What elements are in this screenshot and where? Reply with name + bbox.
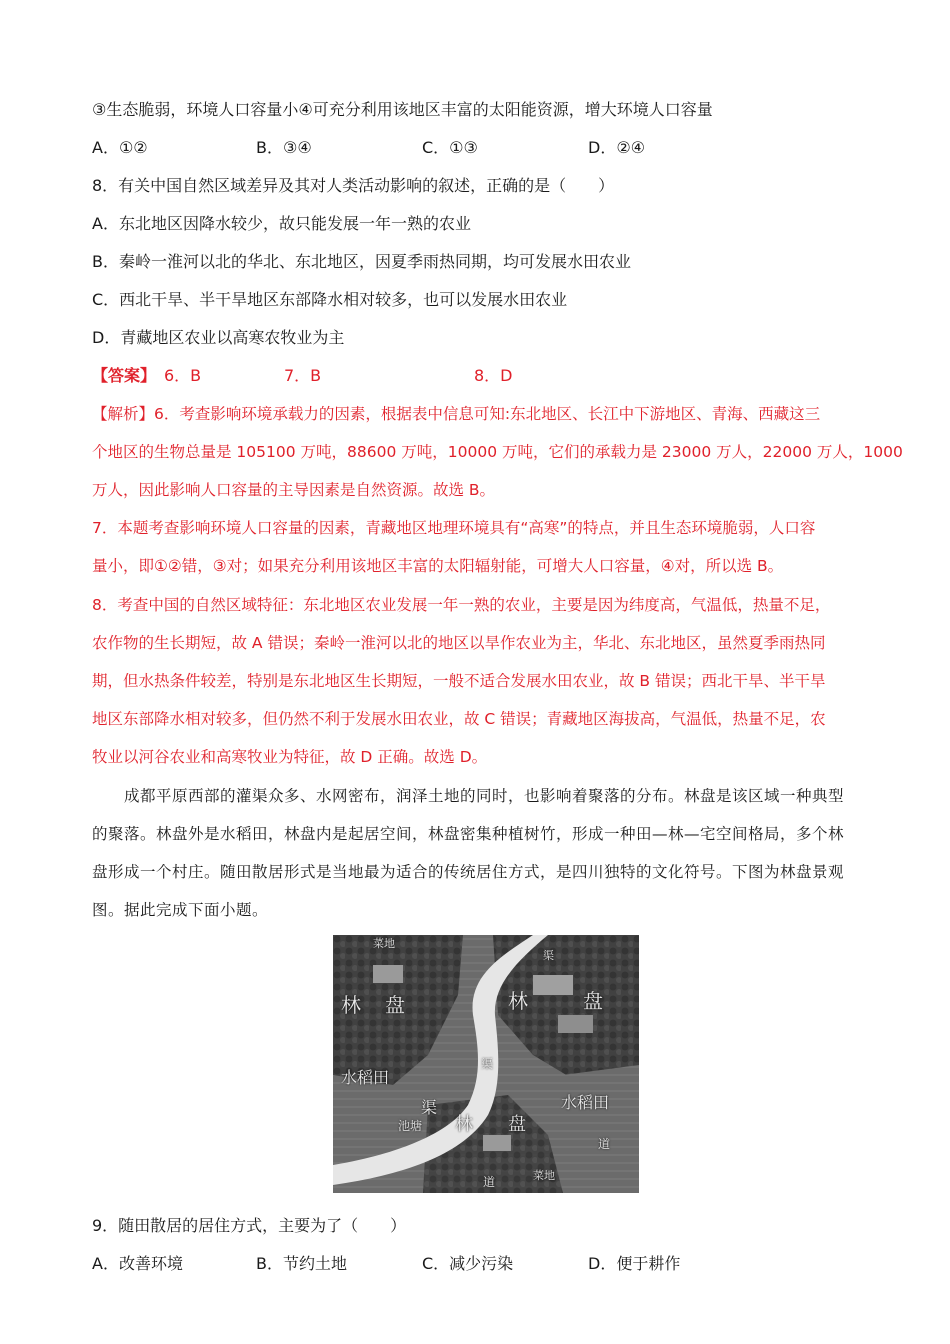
- q7-option-c: C．①③: [422, 138, 478, 157]
- analysis-6-line-1: 【解析】6．考查影响环境承载力的因素，根据表中信息可知:东北地区、长江中下游地区、青海、西藏这三: [92, 405, 821, 423]
- figure-label-pan-2: 盘: [583, 989, 603, 1013]
- figure-label-vegetable-top: 菜地: [373, 937, 395, 950]
- answer-tag: 【答案】: [92, 366, 157, 385]
- answer-line: [92, 365, 892, 387]
- figure-label-pan-3: 盘: [508, 1114, 526, 1135]
- linpan-landscape-figure: [333, 935, 639, 1193]
- passage-line-3: 盘形成一个村庄。随田散居形式是当地最为适合的传统居住方式，是四川独特的文化符号。下图为林盘景观: [92, 863, 845, 881]
- passage-line-1: 成都平原西部的灌渠众多、水网密布，润泽土地的同时，也影响着聚落的分布。林盘是该区域一种典型: [124, 787, 845, 805]
- figure-label-lin-2: 林: [508, 989, 528, 1013]
- figure-label-canal: 渠: [421, 1098, 438, 1117]
- q9-option-d: D．便于耕作: [588, 1254, 681, 1273]
- q7-option-b: B．③④: [256, 138, 312, 157]
- figure-label-lin-3: 林: [455, 1114, 473, 1135]
- figure-label-paddy-right: 水稻田: [561, 1093, 610, 1112]
- figure-label-canal-2: 渠: [481, 1057, 494, 1071]
- analysis-8-line-2: 农作物的生长期短，故 A 错误；秦岭一淮河以北的地区以旱作农业为主，华北、东北地区，虽然夏季雨热同: [92, 634, 826, 652]
- figure-label-canal-3: 渠: [543, 949, 554, 962]
- figure-label-lin-1: 林: [341, 993, 361, 1017]
- q8-stem: 8．有关中国自然区域差异及其对人类活动影响的叙述，正确的是（ ）: [92, 176, 615, 195]
- q8-option-b: B．秦岭一淮河以北的华北、东北地区，因夏季雨热同期，均可发展水田农业: [92, 252, 631, 271]
- q9-options: [92, 1253, 892, 1275]
- q7-option-d: D．②④: [588, 138, 646, 157]
- q8-option-c: C．西北干旱、半干旱地区东部降水相对较多，也可以发展水田农业: [92, 290, 568, 309]
- q8-option-a: A．东北地区因降水较少，故只能发展一年一熟的农业: [92, 214, 471, 233]
- figure-label-pan-1: 盘: [385, 993, 405, 1017]
- figure-label-paddy-left: 水稻田: [341, 1068, 390, 1087]
- q7-options: [92, 137, 892, 159]
- answer-7: 7．B: [284, 366, 322, 385]
- passage-line-4: 图。据此完成下面小题。: [92, 901, 269, 919]
- figure-label-road-1: 道: [598, 1137, 611, 1151]
- answer-8: 8．D: [474, 366, 513, 385]
- figure-label-road-2: 道: [483, 1175, 496, 1189]
- analysis-8-line-1: 8．考查中国的自然区域特征：东北地区农业发展一年一熟的农业，主要是因为纬度高，气温低，热量不足，: [92, 596, 831, 614]
- figure-label-vegetable-bottom: 菜地: [533, 1169, 555, 1182]
- q8-option-d: D．青藏地区农业以高寒农牧业为主: [92, 328, 345, 347]
- figure-label-pond: 池塘: [398, 1119, 423, 1133]
- analysis-8-line-5: 牧业以河谷农业和高寒牧业为特征，故 D 正确。故选 D。: [92, 748, 488, 766]
- analysis-6-line-3: 万人，因此影响人口容量的主导因素是自然资源。故选 B。: [92, 481, 496, 499]
- q9-option-a: A．改善环境: [92, 1254, 183, 1273]
- analysis-6-line-2: 个地区的生物总量是 105100 万吨，88600 万吨，10000 万吨，它们的承载力是 23000 万人，22000 万人，1000: [92, 443, 903, 461]
- q7-statement-line: ③生态脆弱，环境人口容量小④可充分利用该地区丰富的太阳能资源，增大环境人口容量: [92, 100, 713, 119]
- analysis-8-line-3: 期，但水热条件较差，特别是东北地区生长期短，一般不适合发展水田农业，故 B 错误；西北干旱、半干旱: [92, 672, 826, 690]
- analysis-7-line-1: 7．本题考查影响环境人口容量的因素，青藏地区地理环境具有“高寒”的特点，并且生态环境脆弱，人口容: [92, 519, 816, 537]
- q9-stem: 9．随田散居的居住方式，主要为了（ ）: [92, 1216, 407, 1235]
- analysis-7-line-2: 量小，即①②错，③对；如果充分利用该地区丰富的太阳辐射能，可增大人口容量，④对，所以选 B。: [92, 557, 784, 575]
- answer-6: 6．B: [164, 366, 202, 385]
- analysis-8-line-4: 地区东部降水相对较多，但仍然不利于发展水田农业，故 C 错误；青藏地区海拔高，气温低，热量不足，农: [92, 710, 826, 728]
- passage-line-2: 的聚落。林盘外是水稻田，林盘内是起居空间，林盘密集种植树竹，形成一种田—林—宅空间格局，多个林: [92, 825, 845, 843]
- q9-option-c: C．减少污染: [422, 1254, 514, 1273]
- q7-option-a: A．①②: [92, 138, 148, 157]
- q9-option-b: B．节约土地: [256, 1254, 347, 1273]
